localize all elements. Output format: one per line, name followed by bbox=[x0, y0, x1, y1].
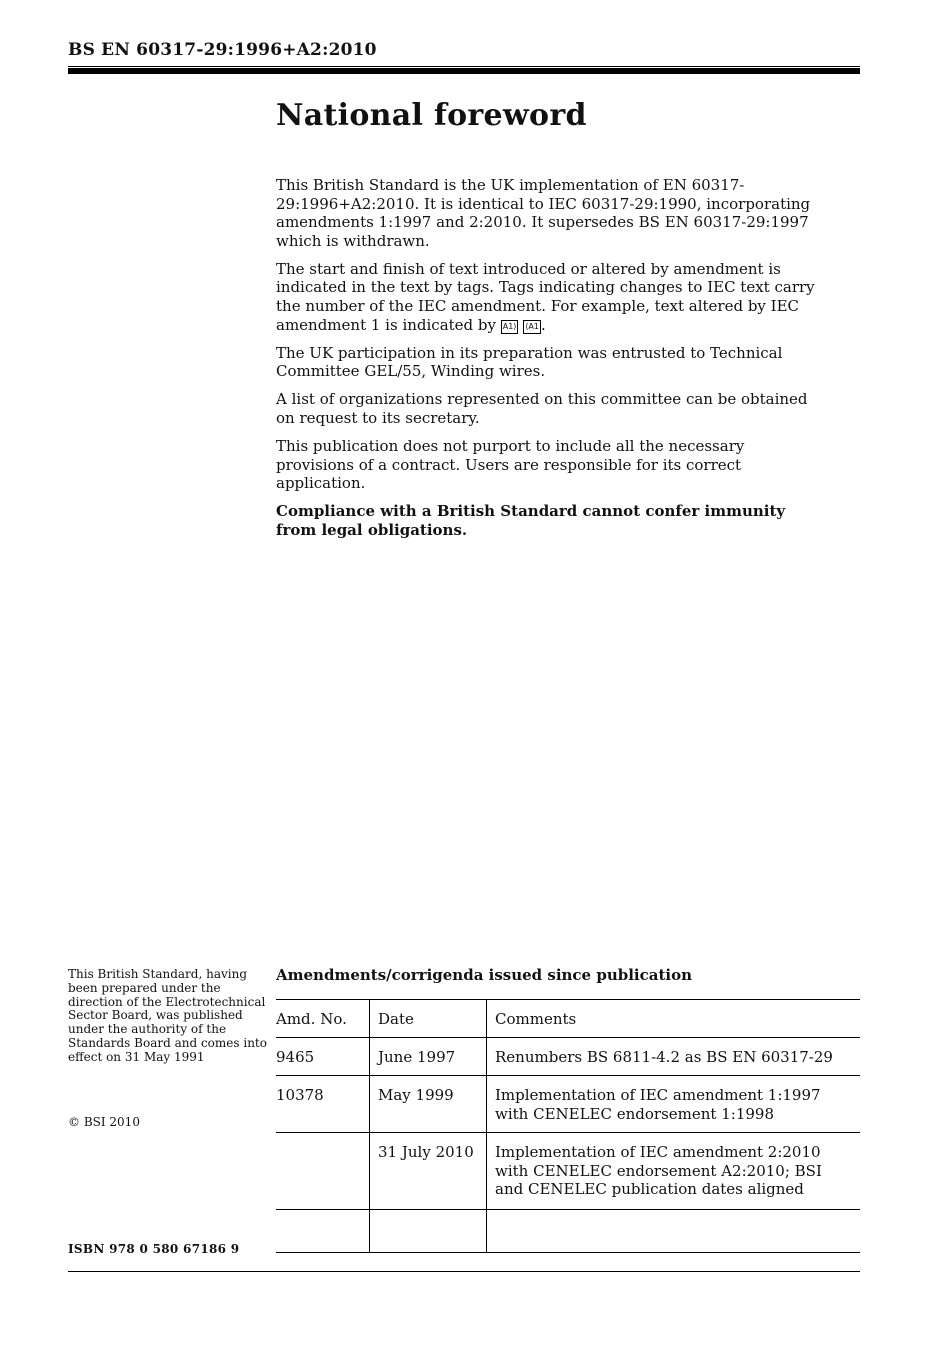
page-title: National foreword bbox=[276, 98, 587, 133]
paragraph-organizations: A list of organizations represented on this committee can be obtained on request to its secretary. bbox=[276, 390, 808, 428]
amendments-heading: Amendments/corrigenda issued since publication bbox=[276, 966, 692, 984]
table-row bbox=[276, 1076, 860, 1133]
document-header-id: BS EN 60317-29:1996+A2:2010 bbox=[68, 40, 377, 60]
header-rule-thick bbox=[68, 68, 860, 74]
cell-date: May 1999 bbox=[370, 1076, 487, 1133]
cell-comments bbox=[487, 1210, 861, 1253]
cell-date: June 1997 bbox=[370, 1038, 487, 1076]
column-header-comments: Comments bbox=[487, 1000, 861, 1038]
footer-rule bbox=[68, 1271, 860, 1272]
isbn: ISBN 978 0 580 67186 9 bbox=[68, 1242, 240, 1256]
cell-amd-no: 9465 bbox=[276, 1038, 370, 1076]
table-header-row bbox=[276, 1000, 860, 1038]
paragraph-committee: The UK participation in its preparation was entrusted to Technical Committee GEL/55, Winding wires. bbox=[276, 343, 783, 381]
amendment-tag-open-icon: A1⟩ bbox=[501, 320, 519, 334]
publication-note: This British Standard, having been prepared under the direction of the Electrotechnical Sector Board, was published under the authority of the Standards Board and comes into effect on 31 May 1991 bbox=[68, 967, 267, 1064]
cell-amd-no bbox=[276, 1133, 370, 1210]
paragraph-amendment-tags-text: The start and finish of text introduced or altered by amendment is indicated in the text by tags. Tags indicating changes to IEC text carry the number of the IEC amendment. For example, text altered by IEC amendment 1 is indicated by bbox=[276, 259, 815, 334]
paragraph-amendment-tags: The start and finish of text introduced or altered by amendment is indicated in the text by tags. Tags indicating changes to IEC text carry the number of the IEC amendment. For example, text altered by IEC amendment 1 is indicated by A1⟩ ⟨A1 . bbox=[276, 259, 815, 334]
table-row bbox=[276, 1038, 860, 1076]
foreword-body bbox=[276, 176, 824, 549]
cell-comments: Renumbers BS 6811-4.2 as BS EN 60317-29 bbox=[487, 1038, 861, 1076]
column-header-amd-no: Amd. No. bbox=[276, 1000, 370, 1038]
cell-comments: Implementation of IEC amendment 1:1997 with CENELEC endorsement 1:1998 bbox=[487, 1076, 861, 1133]
amendments-table bbox=[276, 999, 860, 1253]
column-header-date: Date bbox=[370, 1000, 487, 1038]
cell-comments: Implementation of IEC amendment 2:2010 with CENELEC endorsement A2:2010; BSI and CENELEC publication dates aligned bbox=[487, 1133, 861, 1210]
paragraph-compliance: Compliance with a British Standard cannot confer immunity from legal obligations. bbox=[276, 502, 786, 539]
cell-date: 31 July 2010 bbox=[370, 1133, 487, 1210]
copyright-notice: © BSI 2010 bbox=[68, 1115, 140, 1129]
paragraph-implementation: This British Standard is the UK implementation of EN 60317-29:1996+A2:2010. It is identical to IEC 60317-29:1990, incorporating amendments 1:1997 and 2:2010. It supersedes BS EN 60317-29:1997 which is withdrawn. bbox=[276, 176, 811, 250]
paragraph-contract: This publication does not purport to include all the necessary provisions of a contract. Users are responsible for its correct application. bbox=[276, 437, 745, 493]
cell-date bbox=[370, 1210, 487, 1253]
cell-amd-no: 10378 bbox=[276, 1076, 370, 1133]
cell-amd-no bbox=[276, 1210, 370, 1253]
header-rule-thin bbox=[68, 66, 860, 67]
amendment-tag-close-icon: ⟨A1 bbox=[523, 320, 541, 334]
table-row bbox=[276, 1133, 860, 1210]
table-row bbox=[276, 1210, 860, 1253]
